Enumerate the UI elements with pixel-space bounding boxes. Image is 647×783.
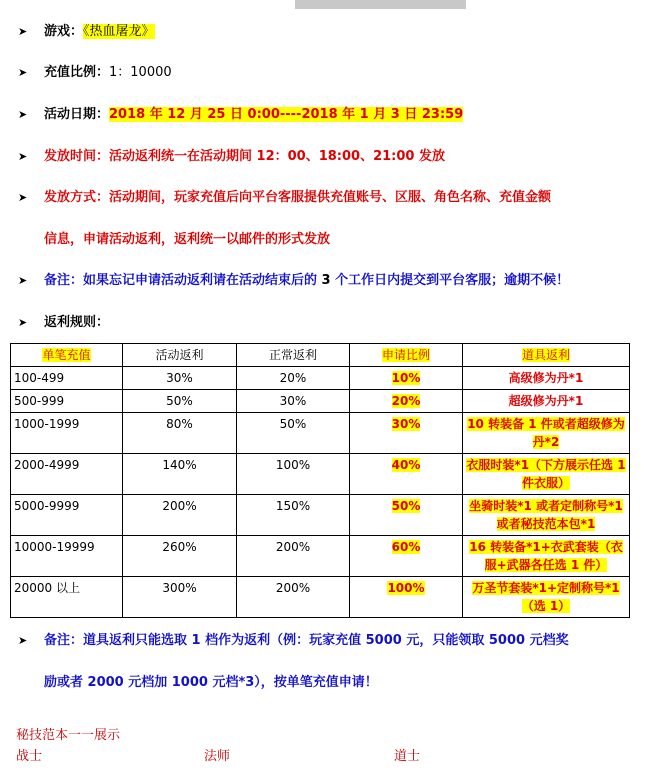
cell-amount: 10000-19999 [11,536,123,577]
table-row [11,454,630,495]
cell-ratio: 30% [350,413,463,454]
cell-item: 坐骑时装*1 或者定制称号*1 或者秘技范本包*1 [463,495,630,536]
cell-item: 万圣节套装*1+定制称号*1（选 1） [463,577,630,618]
cell-normal: 150% [237,495,350,536]
rebate-table [10,343,630,618]
cell-ratio: 100% [350,577,463,618]
cell-normal: 200% [237,577,350,618]
bullet-arrow-icon: ➤ [18,316,28,329]
bullet-arrow-icon: ➤ [18,274,28,287]
bullet-arrow-icon: ➤ [18,108,28,121]
cell-ratio: 20% [350,390,463,413]
cell-normal: 20% [237,367,350,390]
cell-item: 衣服时装*1（下方展示任选 1 件衣服） [463,454,630,495]
cell-ratio: 60% [350,536,463,577]
note1-text-b: 个工作日内提交到平台客服；逾期不候！ [330,273,570,288]
date-label: 活动日期： [44,107,110,122]
bullet-arrow-icon: ➤ [18,66,28,79]
note1-text-a: 备注：如果忘记申请活动返利请在活动结束后的 [44,273,322,288]
game-label: 游戏： [44,24,84,39]
table-row [11,367,630,390]
cell-amount: 5000-9999 [11,495,123,536]
ratio-value: 1：10000 [109,65,172,80]
date-value: 2018 年 12 月 25 日 0:00----2018 年 1 月 3 日 23:59 [109,107,464,122]
cell-amount: 20000 以上 [11,577,123,618]
ratio-label: 充值比例： [44,65,110,80]
cell-amount: 500-999 [11,390,123,413]
cell-ratio: 40% [350,454,463,495]
header-item: 道具返利 [463,344,630,367]
rules-label: 返利规则： [44,315,110,330]
cell-activity: 300% [123,577,237,618]
header-activity: 活动返利 [123,344,237,367]
header-ratio: 申请比例 [350,344,463,367]
bullet-arrow-icon: ➤ [18,634,28,647]
cell-ratio: 50% [350,495,463,536]
header-normal: 正常返利 [237,344,350,367]
top-gray-bar [295,0,466,9]
cell-activity: 200% [123,495,237,536]
cell-activity: 260% [123,536,237,577]
release-time-text: 发放时间：活动返利统一在活动期间 12：00、18:00、21:00 发放 [44,149,445,164]
release-method-line2: 信息，申请活动返利，返利统一以邮件的形式发放 [44,232,331,247]
cell-item: 超级修为丹*1 [463,390,630,413]
cell-activity: 80% [123,413,237,454]
class-taoist: 道士 [394,749,421,764]
bullet-arrow-icon: ➤ [18,25,28,38]
release-method-line1: 发放方式：活动期间，玩家充值后向平台客服提供充值账号、区服、角色名称、充值金额 [44,190,552,205]
cell-normal: 50% [237,413,350,454]
table-row [11,536,630,577]
class-warrior: 战士 [16,749,43,764]
table-header-row [11,344,630,367]
cell-amount: 2000-4999 [11,454,123,495]
note2-line2: 励或者 2000 元档加 1000 元档*3），按单笔充值申请！ [44,675,378,690]
table-row [11,495,630,536]
class-mage: 法师 [204,749,231,764]
game-value: 《热血屠龙》 [83,24,155,39]
showcase-title: 秘技范本一一展示 [16,728,121,743]
cell-ratio: 10% [350,367,463,390]
cell-activity: 140% [123,454,237,495]
cell-activity: 50% [123,390,237,413]
note1-number: 3 [321,273,331,288]
cell-normal: 30% [237,390,350,413]
cell-normal: 200% [237,536,350,577]
cell-normal: 100% [237,454,350,495]
note2-line1: 备注：道具返利只能选取 1 档作为返利（例：玩家充值 5000 元，只能领取 5000 元档奖 [44,633,569,648]
table-row [11,390,630,413]
header-amount: 单笔充值 [11,344,123,367]
bullet-arrow-icon: ➤ [18,191,28,204]
table-row [11,577,630,618]
table-row [11,413,630,454]
cell-amount: 1000-1999 [11,413,123,454]
cell-activity: 30% [123,367,237,390]
bullet-arrow-icon: ➤ [18,150,28,163]
cell-item: 10 转装备 1 件或者超级修为丹*2 [463,413,630,454]
cell-amount: 100-499 [11,367,123,390]
cell-item: 16 转装备*1+衣武套装（衣服+武器各任选 1 件） [463,536,630,577]
cell-item: 高级修为丹*1 [463,367,630,390]
